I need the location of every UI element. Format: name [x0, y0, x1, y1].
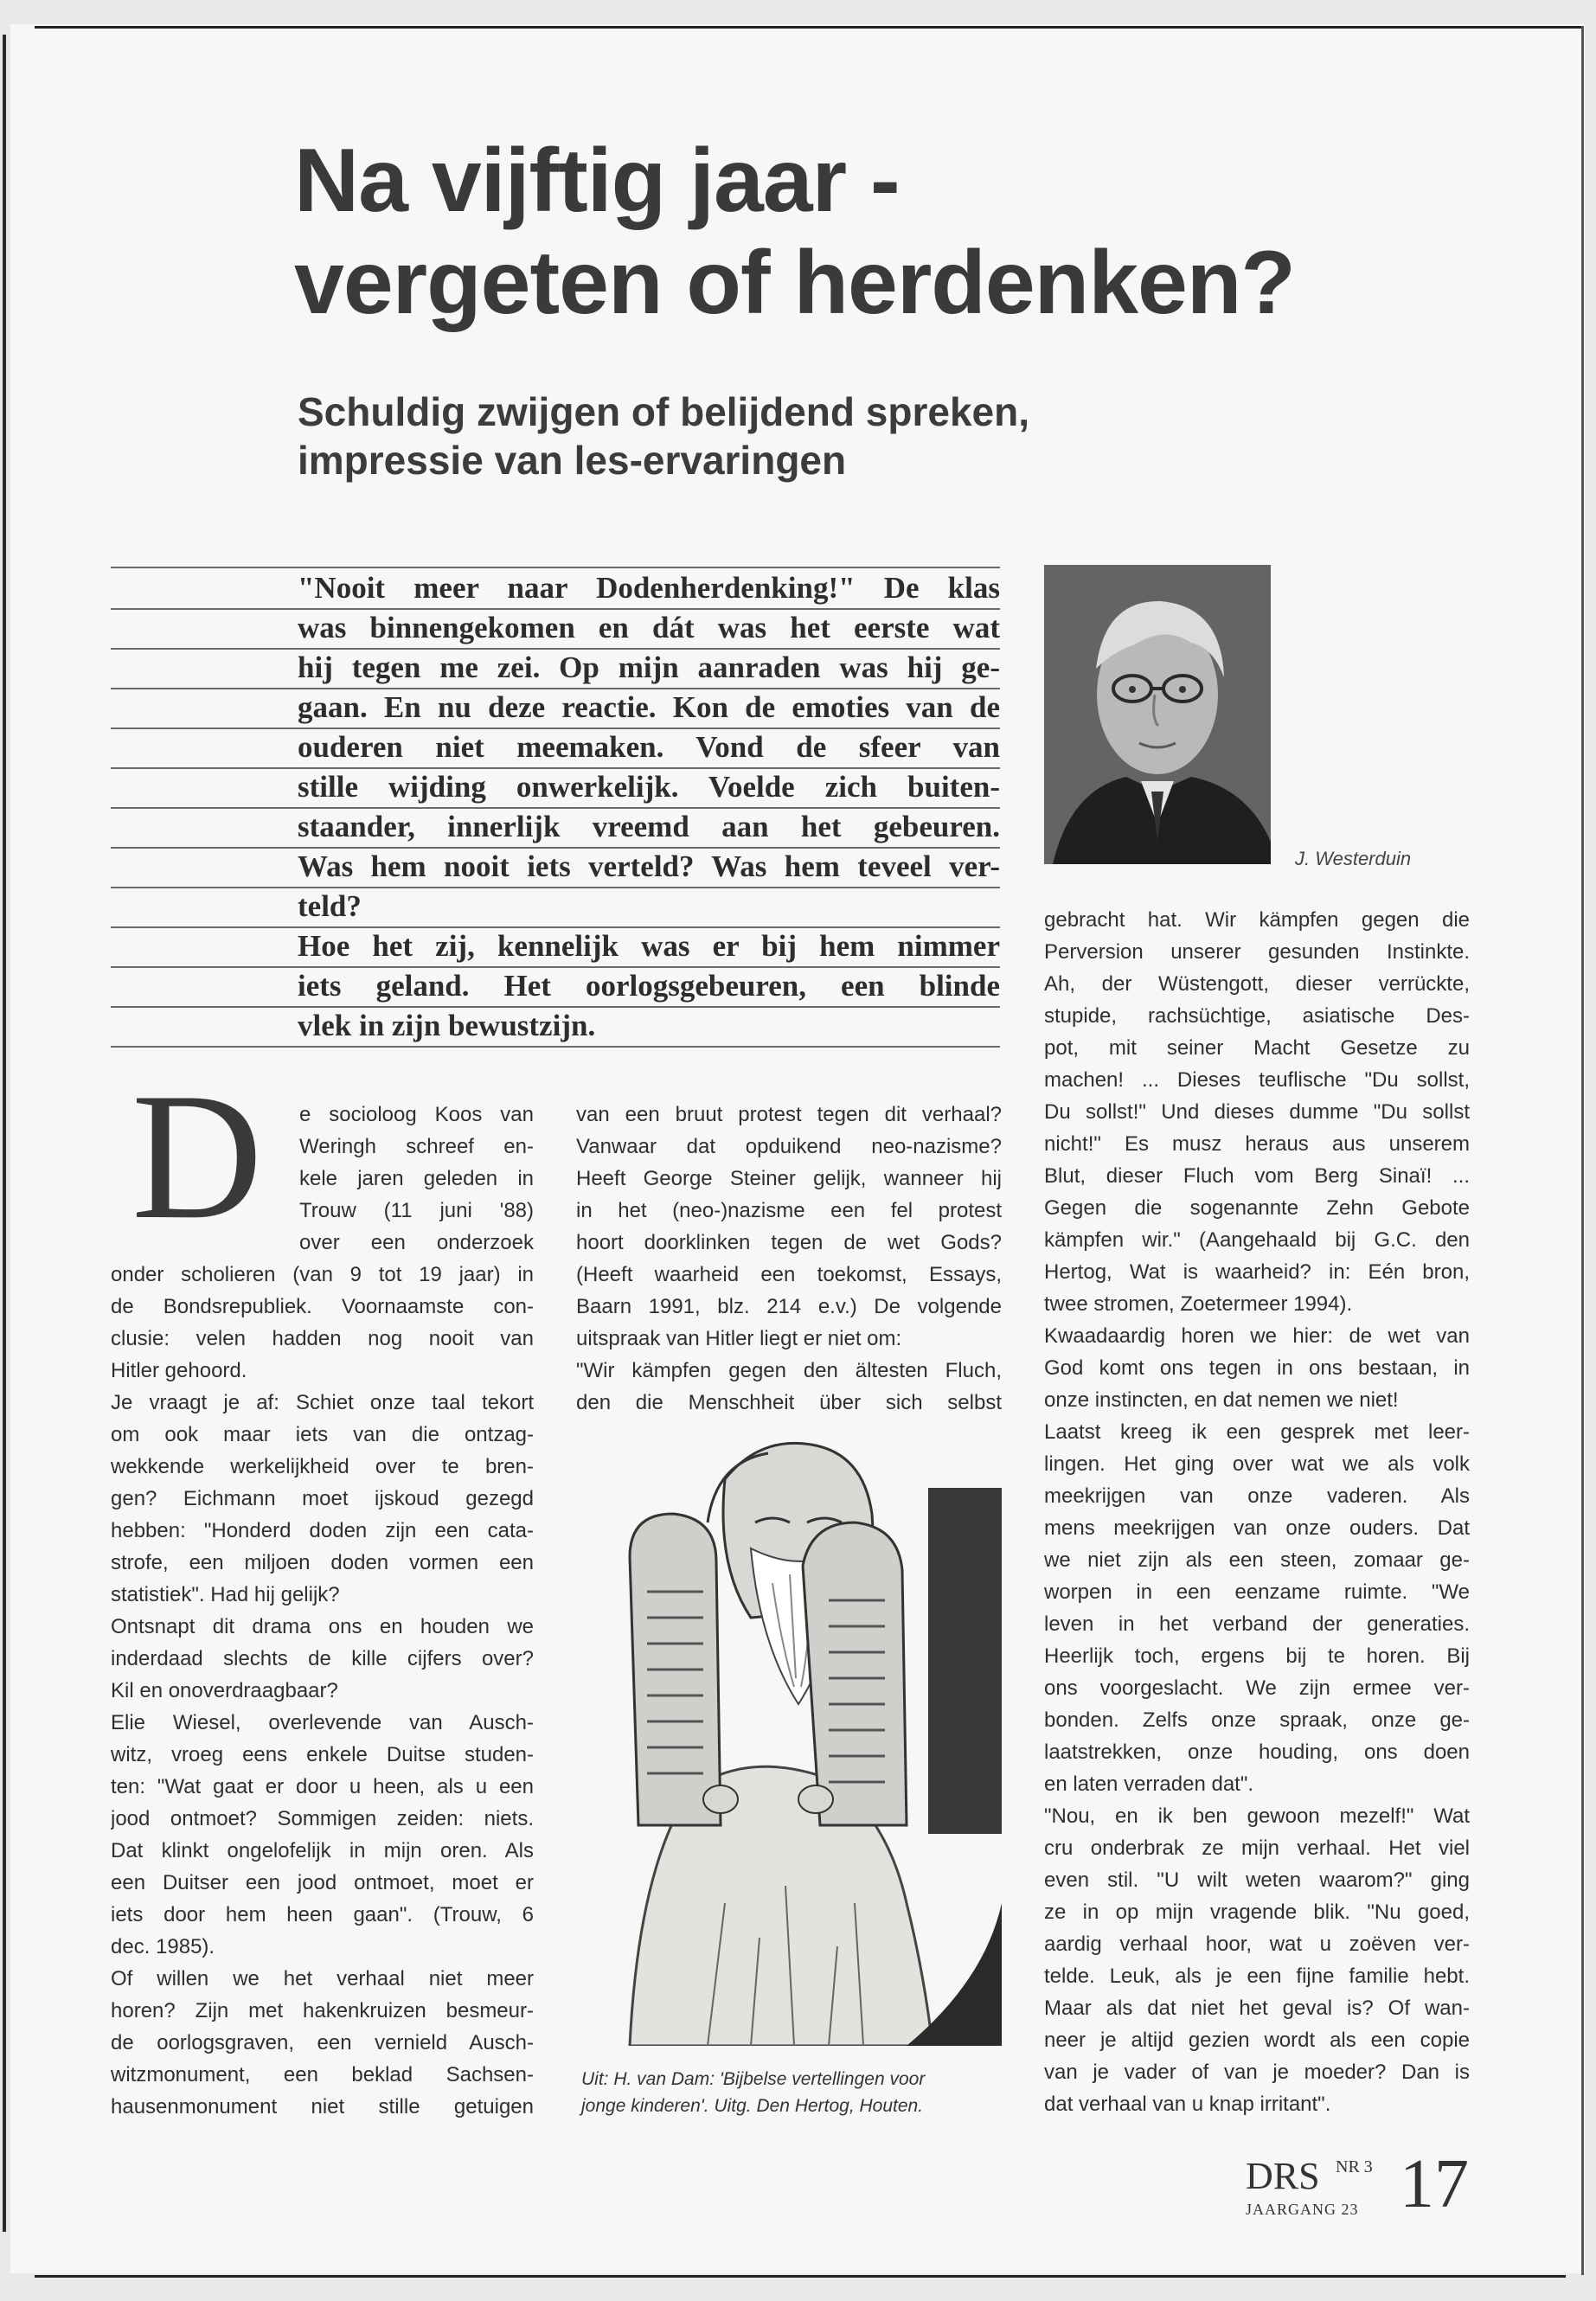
body-line: gebracht hat. Wir kämpfen gegen die [1044, 908, 1470, 932]
body-line: Perversion unserer gesunden Instinkte. [1044, 940, 1470, 964]
lead-line: hij tegen me zei. Op mijn aanraden was hij ge- [298, 651, 1000, 684]
page-number: 17 [1400, 2146, 1469, 2222]
magazine-name: DRS [1246, 2155, 1320, 2197]
body-line: Kil en onoverdraagbaar? [111, 1679, 338, 1702]
body-line: laatstrekken, onze houding, ons doen [1044, 1740, 1470, 1764]
headline-line: vergeten of herdenken? [294, 233, 1295, 333]
body-line: meekrijgen van onze vaderen. Als [1044, 1484, 1470, 1508]
body-line: Hitler gehoord. [111, 1359, 247, 1382]
body-line: jood ontmoet? Sommigen zeiden: niets. [111, 1807, 534, 1830]
body-line: "Nou, en ik ben gewoon mezelf!" Wat [1044, 1804, 1470, 1828]
body-line: hausenmonument niet stille getuigen [111, 2095, 534, 2118]
body-line: hebben: "Honderd doden zijn een cata- [111, 1519, 534, 1542]
body-line: in het (neo-)nazisme een fel protest [576, 1199, 1002, 1222]
body-line: statistiek". Had hij gelijk? [111, 1583, 340, 1606]
body-line: Du sollst!" Und dieses dumme "Du sollst [1044, 1100, 1470, 1124]
body-line: van je vader of van je moeder? Dan is [1044, 2061, 1470, 2084]
subheadline [298, 388, 1249, 484]
body-line: nicht!" Es musz heraus aus unserem [1044, 1132, 1470, 1156]
body-line: Weringh schreef en- [299, 1135, 534, 1158]
body-line: Maar als dat niet het geval is? Of wan- [1044, 1997, 1470, 2020]
body-line: ten: "Wat gaat er door u heen, als u een [111, 1775, 534, 1798]
article-column-3 [1044, 904, 1470, 2120]
body-line: Kwaadaardig horen we hier: de wet van [1044, 1324, 1470, 1348]
lead-line: was binnengekomen en dát was het eerste wat [298, 611, 1000, 644]
body-line: Trouw (11 juni '88) [299, 1199, 534, 1222]
scan-edge-top [35, 26, 1583, 29]
body-line: lingen. Het ging over wat we als volk [1044, 1452, 1470, 1476]
body-line: God komt ons tegen in ons bestaan, in [1044, 1356, 1470, 1380]
lead-line: staander, innerlijk vreemd aan het gebeuren. [298, 810, 1000, 843]
body-line: Heerlijk toch, ergens bij te horen. Bij [1044, 1644, 1470, 1668]
body-line: witzmonument, een beklad Sachsen- [111, 2063, 534, 2086]
scan-edge-left [3, 35, 6, 2232]
article-column-2 [576, 1099, 1002, 1419]
lead-line: teld? [298, 889, 362, 923]
body-line: horen? Zijn met hakenkruizen besmeur- [111, 1999, 534, 2022]
body-line: worpen in een eenzame ruimte. "We [1044, 1580, 1470, 1604]
lead-line: stille wijding onwerkelijk. Voelde zich buiten- [298, 770, 1000, 804]
volume-label: JAARGANG 23 [1246, 2201, 1359, 2218]
body-line: en laten verraden dat". [1044, 1772, 1254, 1796]
body-line: Ah, der Wüstengott, dieser verrückte, [1044, 972, 1470, 996]
body-line: Hertog, Wat is waarheid? in: Eén bron, [1044, 1260, 1470, 1284]
body-line: Laatst kreeg ik een gesprek met leer- [1044, 1420, 1470, 1444]
scan-edge-bottom [35, 2275, 1566, 2278]
body-line: stupide, rachsüchtige, asiatische Des- [1044, 1004, 1470, 1028]
body-line: leven in het verband der generaties. [1044, 1612, 1470, 1636]
body-line: Ontsnapt dit drama ons en houden we [111, 1615, 534, 1638]
body-line: strofe, een miljoen doden vormen een [111, 1551, 534, 1574]
body-line: mens meekrijgen van onze ouders. Dat [1044, 1516, 1470, 1540]
body-line: de Bondsrepubliek. Voornaamste con- [111, 1295, 534, 1318]
body-line: Heeft George Steiner gelijk, wanneer hij [576, 1167, 1002, 1190]
body-line: den die Menschheit über sich selbst [576, 1391, 1002, 1414]
body-line: ze in op mijn vragende blik. "Nu goed, [1044, 1900, 1470, 1924]
body-line: Je vraagt je af: Schiet onze taal tekort [111, 1391, 534, 1414]
body-line: twee stromen, Zoetermeer 1994). [1044, 1292, 1353, 1316]
body-line: pot, mit seiner Macht Gesetze zu [1044, 1036, 1470, 1060]
body-line: bonden. Zelfs onze spraak, onze ge- [1044, 1708, 1470, 1732]
body-line: Blut, dieser Fluch vom Berg Sinaï! ... [1044, 1164, 1470, 1188]
headline [294, 130, 1548, 334]
body-line: Vanwaar dat opduikend neo-nazisme? [576, 1135, 1002, 1158]
body-line: Of willen we het verhaal niet meer [111, 1967, 534, 1990]
lead-line: "Nooit meer naar Dodenherdenking!" De klas [298, 571, 1000, 605]
body-line: cru onderbrak ze mijn verhaal. Het viel [1044, 1836, 1470, 1860]
body-line: even stil. "U wilt weten waarom?" ging [1044, 1868, 1470, 1892]
body-line: telde. Leuk, als je een fijne familie hebt. [1044, 1965, 1470, 1988]
lead-line: Was hem nooit iets verteld? Was hem teveel ver- [298, 849, 1000, 883]
body-line: de oorlogsgraven, een vernield Ausch- [111, 2031, 534, 2054]
body-line: "Wir kämpfen gegen den ältesten Fluch, [576, 1359, 1002, 1382]
body-line: iets door hem heen gaan". (Trouw, 6 [111, 1903, 534, 1926]
body-line: gen? Eichmann moet ijskoud gezegd [111, 1487, 534, 1510]
lead-rule [111, 1046, 1000, 1048]
lead-line: Hoe het zij, kennelijk was er bij hem nimmer [298, 929, 1000, 963]
issue-number: NR 3 [1336, 2157, 1373, 2176]
lead-line: ouderen niet meemaken. Vond de sfeer van [298, 730, 1000, 764]
body-line: over een onderzoek [299, 1231, 534, 1254]
body-line: om ook maar iets van die ontzag- [111, 1423, 534, 1446]
caption-line: Uit: H. van Dam: 'Bijbelse vertellingen voor [581, 2069, 926, 2089]
moses-tablets-illustration [578, 1419, 1002, 2046]
body-line: ons voorgeslacht. We zijn ermee ver- [1044, 1676, 1470, 1700]
body-line: clusie: velen hadden nog nooit van [111, 1327, 534, 1350]
lead-line: gaan. En nu deze reactie. Kon de emoties van de [298, 690, 1000, 724]
body-line: van een bruut protest tegen dit verhaal? [576, 1103, 1002, 1126]
subheadline-line: Schuldig zwijgen of belijdend spreken, [298, 389, 1029, 434]
body-line: kämpfen wir." (Aangehaald bij G.C. den [1044, 1228, 1470, 1252]
body-line: aardig verhaal hoor, wat u zoëven ver- [1044, 1932, 1470, 1956]
body-line: witz, vroeg eens enkele Duitse studen- [111, 1743, 534, 1766]
body-line: onder scholieren (van 9 tot 19 jaar) in [111, 1263, 534, 1286]
scan-edge-right [1581, 26, 1584, 2275]
headline-line: Na vijftig jaar - [294, 131, 900, 231]
illustration-caption [581, 2066, 1005, 2119]
body-line: uitspraak van Hitler liegt er niet om: [576, 1327, 902, 1350]
lead-line: iets geland. Het oorlogsgebeuren, een blinde [298, 969, 1000, 1003]
body-line: onze instincten, en dat nemen we niet! [1044, 1388, 1399, 1412]
body-line: dec. 1985). [111, 1935, 215, 1958]
body-line: kele jaren geleden in [299, 1167, 534, 1190]
body-line: we niet zijn als een steen, zomaar ge- [1044, 1548, 1470, 1572]
body-line: neer je altijd gezien wordt als een copie [1044, 2029, 1470, 2052]
body-line: Baarn 1991, blz. 214 e.v.) De volgende [576, 1295, 1002, 1318]
page-footer [1246, 2145, 1488, 2232]
body-line: dat verhaal van u knap irritant". [1044, 2093, 1331, 2116]
body-line: machen! ... Dieses teuflische "Du sollst, [1044, 1068, 1470, 1092]
body-line: Elie Wiesel, overlevende van Ausch- [111, 1711, 534, 1734]
body-line: inderdaad slechts de kille cijfers over? [111, 1647, 534, 1670]
lead-line: vlek in zijn bewustzijn. [298, 1009, 596, 1042]
article-column-1 [111, 1099, 534, 2123]
body-line: hoort doorklinken tegen de wet Gods? [576, 1231, 1002, 1254]
body-line: Dat klinkt ongelofelijk in mijn oren. Als [111, 1839, 534, 1862]
body-line: e socioloog Koos van [299, 1103, 534, 1126]
portrait-caption: J. Westerduin [1295, 848, 1412, 869]
body-line: Gegen die sogenannte Zehn Gebote [1044, 1196, 1470, 1220]
body-line: een Duitser een jood ontmoet, moet er [111, 1871, 534, 1894]
drop-cap: D [131, 1056, 263, 1257]
author-portrait [1044, 565, 1271, 864]
body-line: wekkende werkelijkheid over te bren- [111, 1455, 534, 1478]
subheadline-line: impressie van les-ervaringen [298, 438, 847, 483]
caption-line: jonge kinderen'. Uitg. Den Hertog, Houten. [581, 2096, 924, 2116]
body-line: (Heeft waarheid een toekomst, Essays, [576, 1263, 1002, 1286]
